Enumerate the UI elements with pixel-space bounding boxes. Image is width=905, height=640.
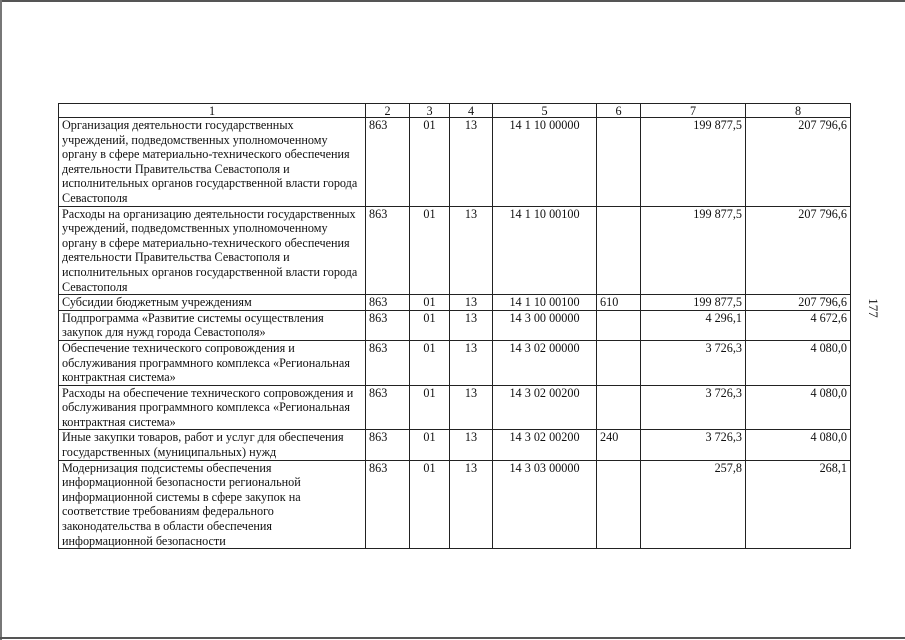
budget-table [58,103,851,549]
row-amount-1: 257,8 [641,460,746,549]
row-code-admin: 863 [366,340,410,385]
row-subsection: 13 [450,295,493,311]
row-section: 01 [410,340,450,385]
table-row [59,430,851,460]
row-section: 01 [410,385,450,430]
row-amount-1: 199 877,5 [641,206,746,295]
row-amount-2: 4 080,0 [746,430,851,460]
table-row [59,460,851,549]
row-amount-1: 199 877,5 [641,118,746,207]
row-subsection: 13 [450,460,493,549]
row-name: Расходы на обеспечение технического сопровождения и обслуживания программного комплекса «Региональная контрактная система» [59,385,366,430]
row-amount-2: 268,1 [746,460,851,549]
row-target-article: 14 1 10 00100 [493,206,597,295]
row-target-article: 14 3 00 00000 [493,310,597,340]
row-name: Субсидии бюджетным учреждениям [59,295,366,311]
row-subsection: 13 [450,206,493,295]
table-row [59,310,851,340]
row-section: 01 [410,310,450,340]
row-code-admin: 863 [366,460,410,549]
row-subsection: 13 [450,118,493,207]
row-subsection: 13 [450,340,493,385]
row-section: 01 [410,118,450,207]
row-subsection: 13 [450,310,493,340]
row-subsection: 13 [450,385,493,430]
row-name: Иные закупки товаров, работ и услуг для обеспечения государственных (муниципальных) нужд [59,430,366,460]
row-target-article: 14 3 03 00000 [493,460,597,549]
row-subsection: 13 [450,430,493,460]
row-target-article: 14 3 02 00200 [493,385,597,430]
col-header-6: 6 [597,104,641,118]
row-code-admin: 863 [366,385,410,430]
col-header-4: 4 [450,104,493,118]
row-code-admin: 863 [366,430,410,460]
row-expense-type [597,340,641,385]
col-header-5: 5 [493,104,597,118]
row-code-admin: 863 [366,295,410,311]
row-name: Обеспечение технического сопровождения и обслуживания программного комплекса «Региональная контрактная система» [59,340,366,385]
row-code-admin: 863 [366,310,410,340]
row-name: Расходы на организацию деятельности государственных учреждений, подведомственных уполномоченному органу в сфере материально-технического обеспечения деятельности Правительства Севастополя и исполнительных органов государственной власти города Севастополя [59,206,366,295]
row-amount-2: 207 796,6 [746,118,851,207]
row-amount-2: 207 796,6 [746,206,851,295]
row-expense-type [597,460,641,549]
col-header-3: 3 [410,104,450,118]
row-amount-1: 3 726,3 [641,430,746,460]
row-target-article: 14 1 10 00000 [493,118,597,207]
row-name: Подпрограмма «Развитие системы осуществления закупок для нужд города Севастополя» [59,310,366,340]
row-section: 01 [410,460,450,549]
table-row [59,206,851,295]
col-header-2: 2 [366,104,410,118]
row-amount-1: 3 726,3 [641,385,746,430]
row-target-article: 14 1 10 00100 [493,295,597,311]
row-expense-type [597,385,641,430]
table-row [59,295,851,311]
row-name: Модернизация подсистемы обеспечения информационной безопасности региональной информационной системы в сфере закупок на соответствие требованиям федерального законодательства в области обеспечения информационной безопасности [59,460,366,549]
scan-top-edge [0,0,905,2]
row-target-article: 14 3 02 00000 [493,340,597,385]
col-header-7: 7 [641,104,746,118]
table-row [59,385,851,430]
row-section: 01 [410,295,450,311]
row-target-article: 14 3 02 00200 [493,430,597,460]
row-section: 01 [410,206,450,295]
row-section: 01 [410,430,450,460]
row-amount-2: 4 080,0 [746,385,851,430]
row-code-admin: 863 [366,206,410,295]
row-expense-type [597,310,641,340]
row-amount-2: 4 672,6 [746,310,851,340]
row-amount-2: 207 796,6 [746,295,851,311]
row-expense-type: 240 [597,430,641,460]
scan-left-edge [0,0,2,640]
col-header-8: 8 [746,104,851,118]
row-expense-type [597,118,641,207]
row-amount-1: 4 296,1 [641,310,746,340]
row-amount-1: 3 726,3 [641,340,746,385]
table-header-row [59,104,851,118]
row-expense-type: 610 [597,295,641,311]
col-header-1: 1 [59,104,366,118]
row-name: Организация деятельности государственных учреждений, подведомственных уполномоченному органу в сфере материально-технического обеспечения деятельности Правительства Севастополя и исполнительных органов государственной власти города Севастополя [59,118,366,207]
row-amount-1: 199 877,5 [641,295,746,311]
page-number: 177 [866,298,881,318]
row-expense-type [597,206,641,295]
row-code-admin: 863 [366,118,410,207]
scan-bottom-edge [0,637,905,639]
row-amount-2: 4 080,0 [746,340,851,385]
table-row [59,118,851,207]
table-row [59,340,851,385]
